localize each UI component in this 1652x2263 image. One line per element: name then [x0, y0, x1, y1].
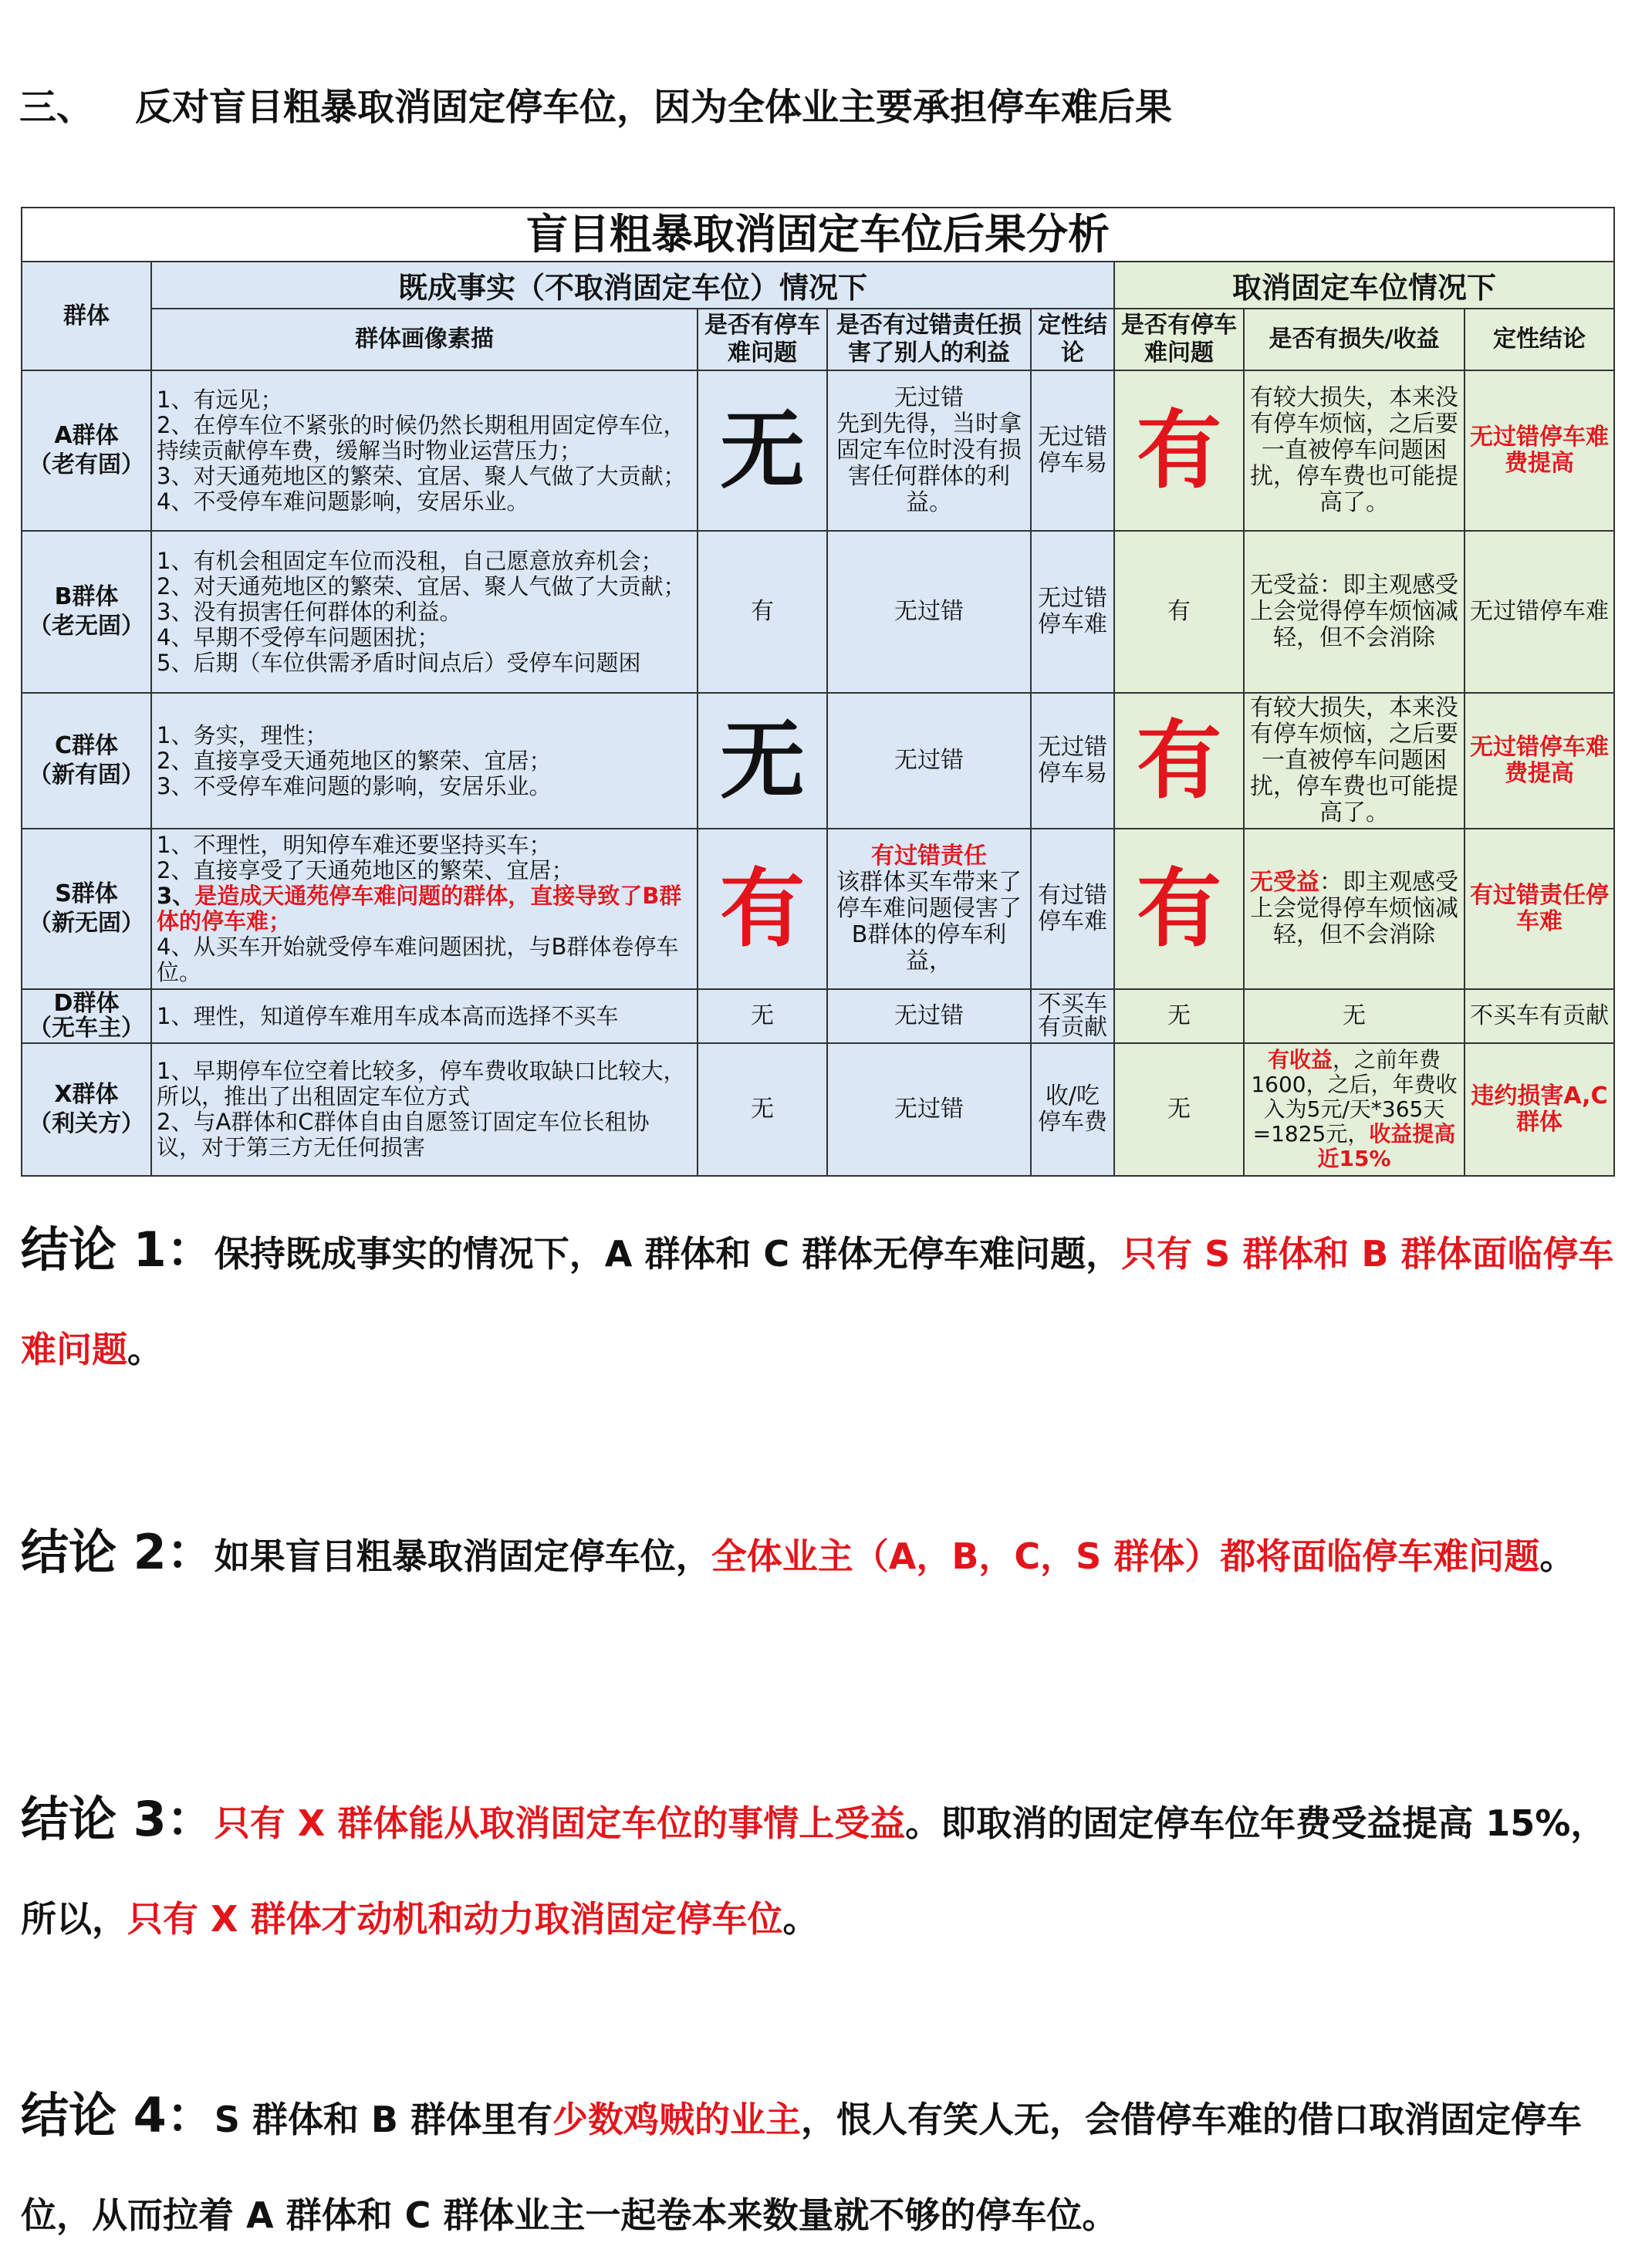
portrait-cell: 1、有远见； 2、在停车位不紧张的时候仍然长期租用固定停车位，持续贡献停车费，缓解当时物业运营压力； 3、对天通苑地区的繁荣、宜居、聚人气做了大贡献； 4、不受停车难问题影响，安居乐业。	[151, 370, 698, 531]
conclusion-after-cell: 无过错停车难	[1465, 531, 1614, 693]
conclusion-cell: 有过错停车难	[1031, 829, 1114, 989]
parking-hard-cell: 无	[698, 693, 827, 829]
col-header-gain-loss: 是否有损失/收益	[1244, 309, 1465, 370]
analysis-table	[21, 207, 1615, 1177]
col-header-conclusion-1: 定性结论	[1031, 309, 1114, 370]
group-cell: C群体 （新有固）	[22, 693, 151, 829]
col-header-conclusion-2: 定性结论	[1465, 309, 1614, 370]
parking-hard-cell: 无	[698, 1043, 827, 1176]
gain-loss-cell: 无受益：即主观感受上会觉得停车烦恼减轻，但不会消除	[1244, 531, 1465, 693]
conclusion-label: 结论 2：	[21, 1524, 215, 1580]
fault-cell: 无过错 先到先得，当时拿固定车位时没有损害任何群体的利益。	[827, 370, 1031, 531]
conclusion-label: 结论 4：	[21, 2087, 215, 2143]
portrait-cell: 1、早期停车位空着比较多，停车费收取缺口比较大，所以，推出了出租固定车位方式 2、与A群体和C群体自由自愿签订固定车位长租协议，对于第三方无任何损害	[151, 1043, 698, 1176]
portrait-cell: 1、理性，知道停车难用车成本高而选择不买车	[151, 989, 698, 1043]
col-header-parking-hard-1: 是否有停车难问题	[698, 309, 827, 370]
parking-hard-after-cell: 有	[1114, 370, 1244, 531]
group-cell: X群体 （利关方）	[22, 1043, 151, 1176]
conclusion-after-cell: 无过错停车难费提高	[1465, 370, 1614, 531]
group-cell: S群体 （新无固）	[22, 829, 151, 989]
parking-hard-after-cell: 无	[1114, 989, 1244, 1043]
parking-hard-after-cell: 有	[1114, 531, 1244, 693]
gain-loss-cell: 有较大损失，本来没有停车烦恼，之后要一直被停车问题困扰，停车费也可能提高了。	[1244, 693, 1465, 829]
col-header-parking-hard-2: 是否有停车难问题	[1114, 309, 1244, 370]
conclusion-label: 结论 1：	[21, 1221, 215, 1278]
table-row	[22, 370, 1614, 531]
fault-cell: 无过错	[827, 1043, 1031, 1176]
gain-loss-cell: 无	[1244, 989, 1465, 1043]
parking-hard-after-cell: 有	[1114, 829, 1244, 989]
group-cell: B群体 （老无固）	[22, 531, 151, 693]
col-header-fault: 是否有过错责任损害了别人的利益	[827, 309, 1031, 370]
conclusion-2: 结论 2：如果盲目粗暴取消固定停车位，全体业主（A，B，C，S 群体）都将面临停车难问题。	[21, 1524, 1576, 1580]
conclusion-cell: 无过错停车难	[1031, 531, 1114, 693]
section-header-right: 取消固定车位情况下	[1114, 262, 1614, 309]
fault-cell: 无过错	[827, 693, 1031, 829]
group-cell: A群体 （老有固）	[22, 370, 151, 531]
portrait-cell: 1、不理性，明知停车难还要坚持买车； 2、直接享受了天通苑地区的繁荣、宜居； 3、是造成天通苑停车难问题的群体，直接导致了B群体的停车难； 4、从买车开始就受停车难问题困扰，与B群体卷停车位。	[151, 829, 698, 989]
conclusion-cell: 无过错停车易	[1031, 693, 1114, 829]
table-row	[22, 829, 1614, 989]
fault-cell: 无过错	[827, 531, 1031, 693]
col-header-portrait: 群体画像素描	[151, 309, 698, 370]
section-number: 三、	[19, 86, 94, 129]
conclusion-label: 结论 3：	[21, 1791, 215, 1847]
parking-hard-cell: 无	[698, 370, 827, 531]
conclusion-after-cell: 不买车有贡献	[1465, 989, 1614, 1043]
table-row	[22, 1043, 1614, 1176]
table-title: 盲目粗暴取消固定车位后果分析	[22, 208, 1614, 262]
fault-cell: 无过错	[827, 989, 1031, 1043]
parking-hard-after-cell: 有	[1114, 693, 1244, 829]
table-row	[22, 693, 1614, 829]
conclusion-4: 结论 4：S 群体和 B 群体里有少数鸡贼的业主，恨人有笑人无，会借停车难的借口取消固定停车位，从而拉着 A 群体和 C 群体业主一起卷本来数量就不够的停车位。	[21, 2087, 1582, 2236]
section-heading	[19, 77, 1172, 130]
conclusion-cell: 无过错停车易	[1031, 370, 1114, 531]
conclusion-3: 结论 3：只有 X 群体能从取消固定车位的事情上受益。即取消的固定停车位年费受益提高 15%，所以，只有 X 群体才动机和动力取消固定停车位。	[21, 1791, 1606, 1940]
gain-loss-cell: 无受益：即主观感受上会觉得停车烦恼减轻，但不会消除	[1244, 829, 1465, 989]
col-header-group: 群体	[22, 262, 151, 370]
gain-loss-cell: 有较大损失，本来没有停车烦恼，之后要一直被停车问题困扰，停车费也可能提高了。	[1244, 370, 1465, 531]
conclusion-after-cell: 违约损害A,C群体	[1465, 1043, 1614, 1176]
fault-cell: 有过错责任 该群体买车带来了停车难问题侵害了B群体的停车利益，	[827, 829, 1031, 989]
conclusion-cell: 不买车有贡献	[1031, 989, 1114, 1043]
conclusion-after-cell: 无过错停车难费提高	[1465, 693, 1614, 829]
portrait-cell: 1、务实，理性； 2、直接享受天通苑地区的繁荣、宜居； 3、不受停车难问题的影响，安居乐业。	[151, 693, 698, 829]
conclusion-after-cell: 有过错责任停车难	[1465, 829, 1614, 989]
analysis-table-wrapper	[21, 207, 1613, 1177]
section-title: 反对盲目粗暴取消固定停车位，因为全体业主要承担停车难后果	[135, 86, 1173, 129]
parking-hard-cell: 有	[698, 531, 827, 693]
gain-loss-cell: 有收益，之前年费1600，之后，年费收入为5元/天*365天=1825元，收益提高近15%	[1244, 1043, 1465, 1176]
portrait-cell: 1、有机会租固定车位而没租，自己愿意放弃机会； 2、对天通苑地区的繁荣、宜居、聚人气做了大贡献； 3、没有损害任何群体的利益。 4、早期不受停车问题困扰； 5、后期（车位供需矛盾时间点后）受停车问题困	[151, 531, 698, 693]
conclusion-1: 结论 1：保持既成事实的情况下，A 群体和 C 群体无停车难问题，只有 S 群体和 B 群体面临停车难问题。	[21, 1221, 1614, 1370]
parking-hard-cell: 有	[698, 829, 827, 989]
table-row	[22, 989, 1614, 1043]
group-cell: D群体 （无车主）	[22, 989, 151, 1043]
conclusion-cell: 收/吃停车费	[1031, 1043, 1114, 1176]
parking-hard-cell: 无	[698, 989, 827, 1043]
table-row	[22, 531, 1614, 693]
parking-hard-after-cell: 无	[1114, 1043, 1244, 1176]
section-header-left: 既成事实（不取消固定车位）情况下	[151, 262, 1114, 309]
